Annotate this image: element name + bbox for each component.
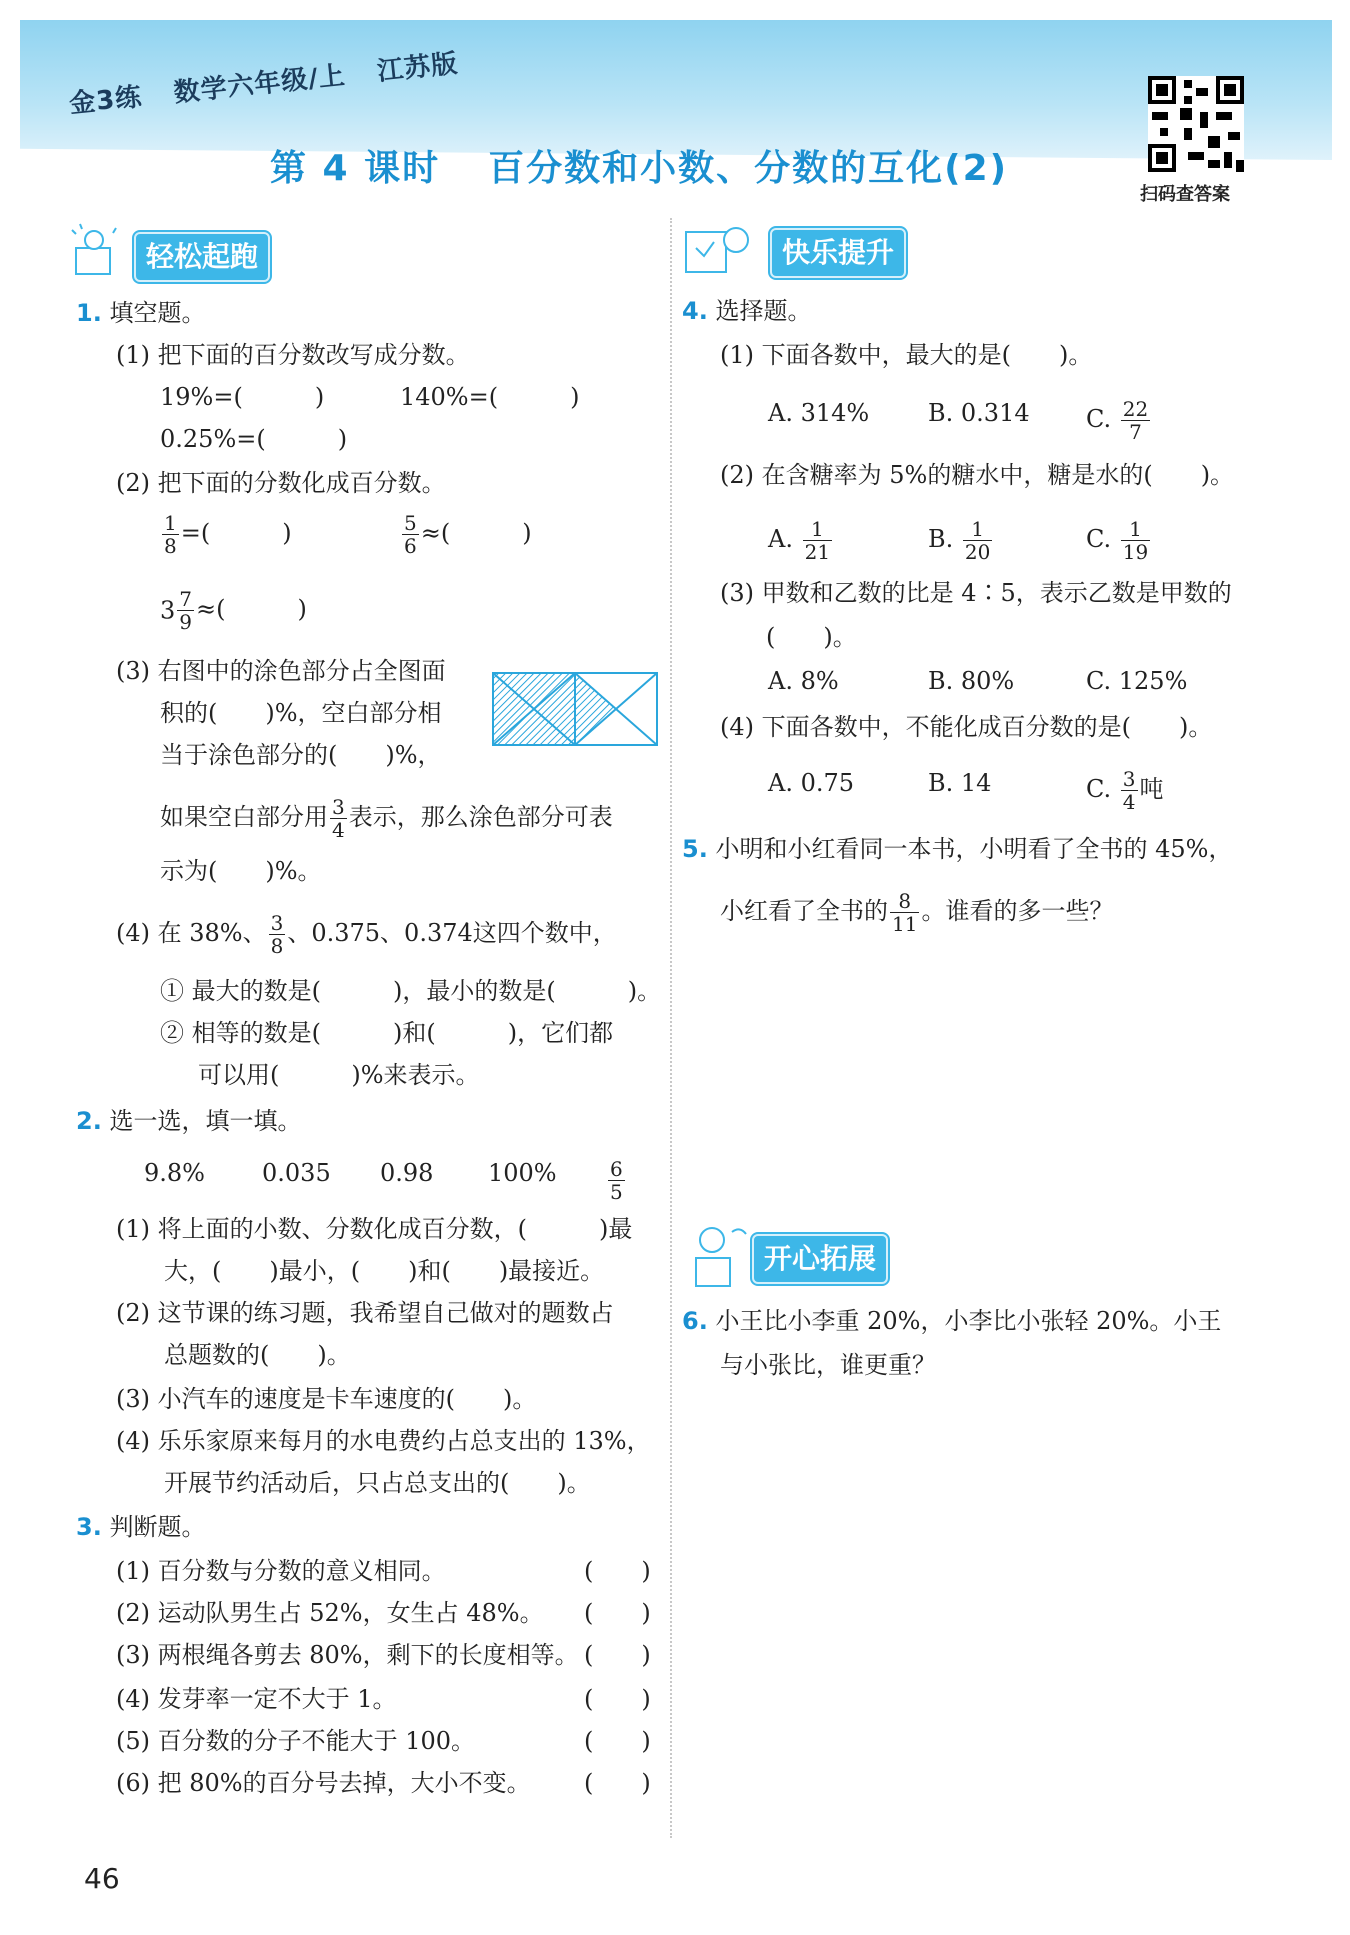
q4-p4-option-c[interactable]: C. $\frac{3}{4}$ 吨 bbox=[1086, 767, 1164, 814]
q1-p1-a[interactable]: 19%=( ) bbox=[160, 383, 325, 411]
q4-p1-option-a[interactable]: A. 314% bbox=[768, 399, 870, 427]
q2-p1-a[interactable]: (1) 将上面的小数、分数化成百分数，( )最 bbox=[116, 1215, 633, 1243]
q3-item: (2) 运动队男生占 52%，女生占 48%。 bbox=[116, 1599, 544, 1627]
qr-code-icon[interactable] bbox=[1148, 76, 1244, 172]
q1-p3-line1: (3) 右图中的涂色部分占全图面 bbox=[116, 657, 446, 685]
page-number: 46 bbox=[84, 1862, 120, 1895]
q3-answer-blank[interactable]: ( ) bbox=[584, 1641, 651, 1669]
q1-p3-line3[interactable]: 当于涂色部分的( )%， bbox=[160, 741, 442, 769]
q2-p4-a: (4) 乐乐家原来每月的水电费约占总支出的 13%， bbox=[116, 1427, 651, 1455]
q2-option: 0.98 bbox=[380, 1159, 434, 1187]
q3-item: (1) 百分数与分数的意义相同。 bbox=[116, 1557, 446, 1585]
section-badge-warmup: 轻松起跑 bbox=[134, 232, 270, 282]
section-badge-improve: 快乐提升 bbox=[770, 228, 906, 278]
cartoon-box-icon bbox=[66, 220, 126, 280]
q1-p2-a[interactable]: $\frac{1}{8}$ =( ) bbox=[164, 511, 292, 558]
q1-p3-line5[interactable]: 示为( )%。 bbox=[160, 857, 322, 885]
lesson-number: 第 4 课时 bbox=[270, 148, 441, 189]
q3-item: (3) 两根绳各剪去 80%，剩下的长度相等。 bbox=[116, 1641, 579, 1669]
q4-p2-option-b[interactable]: B. $\frac{1}{20}$ bbox=[928, 517, 991, 564]
q1-p1-b[interactable]: 140%=( ) bbox=[400, 383, 580, 411]
q2-p1-b[interactable]: 大，( )最小，( )和( )最接近。 bbox=[164, 1257, 605, 1285]
q1-p1-c[interactable]: 0.25%=( ) bbox=[160, 425, 348, 453]
q1-p4-2a[interactable]: ② 相等的数是( )和( )，它们都 bbox=[160, 1019, 614, 1047]
q3-item: (4) 发芽率一定不大于 1。 bbox=[116, 1685, 397, 1713]
q1-p2-c[interactable]: 3 $\frac{7}{9}$ ≈( ) bbox=[160, 587, 307, 634]
question-6-line1: 6. 小王比小李重 20%，小李比小张轻 20%。小王 bbox=[682, 1307, 1222, 1335]
q4-p4-option-b[interactable]: B. 14 bbox=[928, 769, 992, 797]
q4-part3: (3) 甲数和乙数的比是 4∶5，表示乙数是甲数的 bbox=[720, 579, 1232, 607]
cartoon-reader-icon bbox=[682, 218, 762, 282]
q4-p3-blank[interactable]: ( )。 bbox=[766, 623, 857, 651]
question-2-title: 2. 选一选，填一填。 bbox=[76, 1107, 302, 1135]
q2-p2-a: (2) 这节课的练习题，我希望自己做对的题数占 bbox=[116, 1299, 614, 1327]
q2-p3[interactable]: (3) 小汽车的速度是卡车速度的( )。 bbox=[116, 1385, 537, 1413]
q2-p4-b[interactable]: 开展节约活动后，只占总支出的( )。 bbox=[164, 1469, 591, 1497]
q4-p3-option-a[interactable]: A. 8% bbox=[768, 667, 839, 695]
q3-answer-blank[interactable]: ( ) bbox=[584, 1769, 651, 1797]
q4-p4-option-a[interactable]: A. 0.75 bbox=[768, 769, 855, 797]
q2-option: 0.035 bbox=[262, 1159, 331, 1187]
q1-p4-2b[interactable]: 可以用( )%来表示。 bbox=[198, 1061, 480, 1089]
cartoon-kid-icon bbox=[684, 1222, 750, 1292]
q4-part2[interactable]: (2) 在含糖率为 5%的糖水中，糖是水的( )。 bbox=[720, 461, 1235, 489]
question-5-line1: 5. 小明和小红看同一本书，小明看了全书的 45%， bbox=[682, 835, 1233, 863]
question-6-line2: 与小张比，谁更重？ bbox=[720, 1351, 936, 1379]
q3-answer-blank[interactable]: ( ) bbox=[584, 1599, 651, 1627]
q1-part4: (4) 在 38%、 $\frac{3}{8}$ 、0.375、0.374̇这四个数中， bbox=[116, 911, 617, 958]
question-3-title: 3. 判断题。 bbox=[76, 1513, 206, 1541]
q3-answer-blank[interactable]: ( ) bbox=[584, 1727, 651, 1755]
q1-p4-1[interactable]: ① 最大的数是( )，最小的数是( )。 bbox=[160, 977, 662, 1005]
q3-answer-blank[interactable]: ( ) bbox=[584, 1557, 651, 1585]
question-5-line2: 小红看了全书的 $\frac{8}{11}$ 。谁看的多一些？ bbox=[720, 889, 1114, 936]
question-4-title: 4. 选择题。 bbox=[682, 297, 812, 325]
q4-p1-option-c[interactable]: C. $\frac{22}{7}$ bbox=[1086, 397, 1149, 444]
lesson-title bbox=[270, 140, 1008, 191]
series-brand: 金3练 bbox=[67, 81, 144, 120]
q4-p2-option-a[interactable]: A. $\frac{1}{21}$ bbox=[768, 517, 831, 564]
q4-p2-option-c[interactable]: C. $\frac{1}{19}$ bbox=[1086, 517, 1149, 564]
lesson-name: 百分数和小数、分数的互化(2) bbox=[488, 148, 1009, 189]
q1-p3-line2[interactable]: 积的( )%，空白部分相 bbox=[160, 699, 442, 727]
question-1-title: 1. 填空题。 bbox=[76, 299, 206, 327]
q1-p2-b[interactable]: $\frac{5}{6}$ ≈( ) bbox=[404, 511, 532, 558]
q1-part1: (1) 把下面的百分数改写成分数。 bbox=[116, 341, 470, 369]
q2-option: 9.8% bbox=[144, 1159, 205, 1187]
q3-item: (5) 百分数的分子不能大于 100。 bbox=[116, 1727, 476, 1755]
q4-part4[interactable]: (4) 下面各数中，不能化成百分数的是( )。 bbox=[720, 713, 1213, 741]
qr-label: 扫码查答案 bbox=[1140, 184, 1230, 205]
q2-option-fraction: $\frac{6}{5}$ bbox=[610, 1157, 623, 1204]
series-edition: 江苏版 bbox=[375, 48, 460, 88]
q2-p2-b[interactable]: 总题数的( )。 bbox=[164, 1341, 351, 1369]
q3-answer-blank[interactable]: ( ) bbox=[584, 1685, 651, 1713]
shaded-rectangle-figure bbox=[492, 672, 658, 746]
q3-item: (6) 把 80%的百分号去掉，大小不变。 bbox=[116, 1769, 531, 1797]
q4-p3-option-c[interactable]: C. 125% bbox=[1086, 667, 1188, 695]
column-divider bbox=[670, 218, 672, 1838]
section-badge-extend: 开心拓展 bbox=[752, 1234, 888, 1284]
q1-part2: (2) 把下面的分数化成百分数。 bbox=[116, 469, 446, 497]
q4-p3-option-b[interactable]: B. 80% bbox=[928, 667, 1015, 695]
q1-p3-line4: 如果空白部分用 $\frac{3}{4}$ 表示，那么涂色部分可表 bbox=[160, 795, 613, 842]
q4-p1-option-b[interactable]: B. 0.314 bbox=[928, 399, 1030, 427]
q2-option: 100% bbox=[488, 1159, 557, 1187]
series-grade: 数学六年级/上 bbox=[172, 60, 348, 109]
q4-part1[interactable]: (1) 下面各数中，最大的是( )。 bbox=[720, 341, 1093, 369]
